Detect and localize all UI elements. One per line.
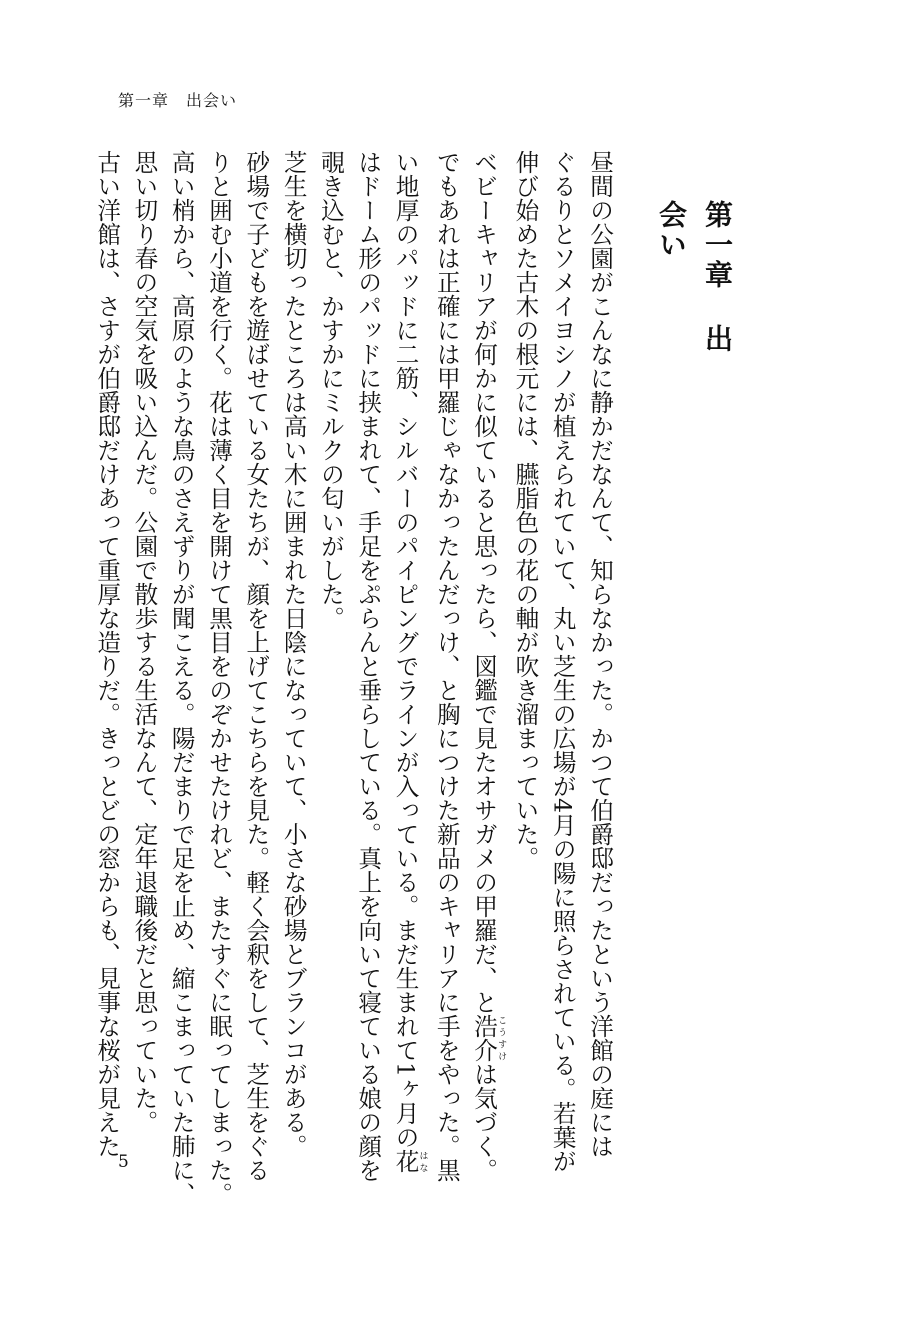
text-line: でもあれは正確には甲羅じゃなかったんだっけ、と胸につけた新品のキャリアに手をやった。黒: [432, 150, 461, 1182]
text-line: 覗き込むと、かすかにミルクの匂いがした。: [316, 150, 345, 630]
ruby-hana: [391, 1149, 428, 1174]
text-line: 芝生を横切ったところは高い木に囲まれた日陰になっていて、小さな砂場とブランコがある。: [279, 150, 308, 1158]
ruby-hana-reading: はな: [417, 1149, 428, 1174]
chapter-name: 出会い: [655, 200, 734, 354]
text-line: [386, 150, 428, 1174]
ruby-hana-base: 花: [391, 1149, 420, 1174]
text-line-tail: は気づく。: [470, 1062, 499, 1182]
chapter-number: 第一章: [701, 200, 734, 290]
text-line: はドーム形のパッドに挟まれて、手足をぷらんと垂らしている。真上を向いて寝ている娘の顔を: [354, 150, 383, 1182]
text-line: ぐるりとソメイヨシノが植えられていて、丸い芝生の広場が4月の陽に照らされている。若葉が: [548, 150, 577, 1174]
text-line: 砂場で子どもを遊ばせている女たちが、顔を上げてこちらを見た。軽く会釈をして、芝生をぐる: [242, 150, 271, 1182]
text-line: 昼間の公園がこんなに静かだなんて、知らなかった。かつて伯爵邸だったという洋館の庭には: [586, 150, 614, 1158]
text-line-main: い地厚のパッドに二筋、シルバーのパイピングでラインが入っている。まだ生まれて1ヶ月の: [391, 150, 420, 1150]
ruby-kosuke-reading: こうすけ: [496, 1014, 507, 1062]
text-line: 伸び始めた古木の根元には、臙脂色の花の軸が吹き溜まっていた。: [511, 150, 540, 870]
text-line: 古い洋館は、さすが伯爵邸だけあって重厚な造りだ。きっとどの窓からも、見事な桜が見えた: [93, 150, 122, 1158]
ruby-kosuke-base: 浩介: [470, 1014, 499, 1062]
text-line: りと囲む小道を行く。花は薄く目を開けて黒目をのぞかせたけれど、またすぐに眠ってしまった。: [205, 150, 234, 1206]
chapter-title: [655, 200, 740, 380]
running-header: 第一章 出会い: [118, 91, 238, 110]
text-line: 高い梢から、高原のような鳥のさえずりが聞こえる。陽だまりで足を止め、縮こまっていた肺に、: [167, 150, 196, 1206]
text-line: 思い切り春の空気を吸い込んだ。公園で散歩する生活なんて、定年退職後だと思っていた。: [130, 150, 159, 1134]
ruby-kosuke: [470, 1014, 507, 1062]
text-line-main: ベビーキャリアが何かに似ていると思ったら、図鑑で見たオサガメの甲羅だ、と: [470, 150, 499, 1014]
body-text: [93, 150, 618, 1206]
text-line: [465, 150, 507, 1182]
page-number: 5: [118, 1152, 129, 1172]
